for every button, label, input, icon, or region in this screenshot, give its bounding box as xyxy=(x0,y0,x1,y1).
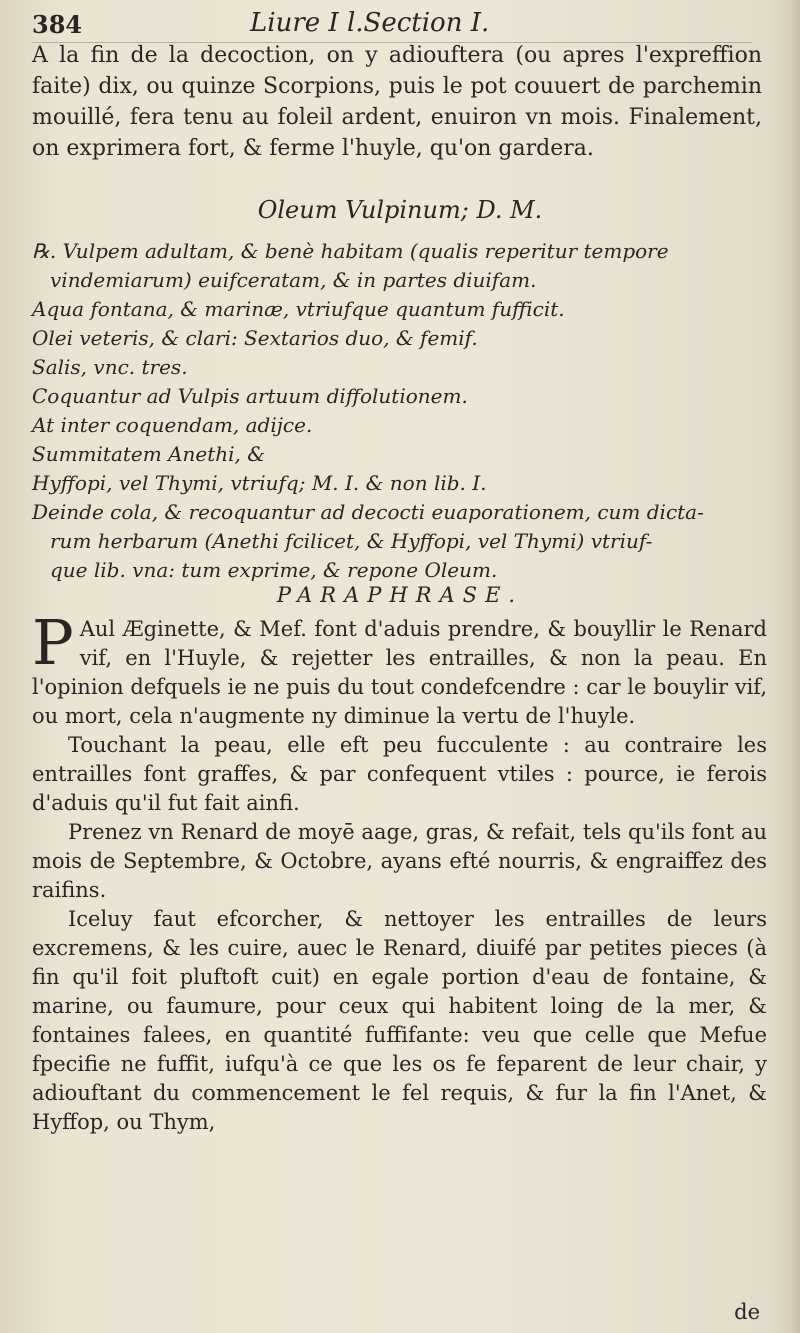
catchword: de xyxy=(734,1300,760,1324)
body-paragraph: Prenez vn Renard de moyē aage, gras, & refait, tels qu'ils font au mois de Septembre, & Octobre, ayans efté nourris, & engraiffez des raifins. xyxy=(32,820,767,902)
recipe-line: Summitatem Anethi, & xyxy=(32,442,266,466)
page-number: 384 xyxy=(32,10,83,39)
recipe-line: At inter coquendam, adijce. xyxy=(32,413,313,437)
recipe-line: ℞. Vulpem adultam, & benè habitam (qualis reperitur tempore xyxy=(32,239,669,263)
section-heading: PARAPHRASE. xyxy=(276,583,524,607)
recipe-line: Olei veteris, & clari: Sextarios duo, & femif. xyxy=(32,326,478,350)
recipe-block xyxy=(32,237,762,585)
recipe-line: que lib. vna: tum exprime, & repone Oleum. xyxy=(50,558,498,582)
body-paragraph: Touchant la peau, elle eft peu fucculente : au contraire les entrailles font graffes, & par confequent vtiles : pource, ie ferois d'aduis qu'il fut fait ainfi. xyxy=(32,733,767,815)
drop-cap: P xyxy=(32,606,74,679)
body-paragraph-text: Aul Æginette, & Mef. font d'aduis prendre, & bouyllir le Renard vif, en l'Huyle, & rejetter les entrailles, & non la peau. En l'opinion defquels ie ne puis du tout condefcendre : car le bouylir vif, ou mort, cela n'augmente ny diminue la vertu de l'huyle. xyxy=(32,617,767,728)
recipe-line: Coquantur ad Vulpis artuum diffolutionem. xyxy=(32,384,468,408)
recipe-line: Hyffopi, vel Thymi, vtriufq; M. I. & non lib. I. xyxy=(32,471,487,495)
intro-paragraph: A la fin de la decoction, on y adiouftera (ou apres l'expreffion faite) dix, ou quinze Scorpions, puis le pot couuert de parchemin mouillé, fera tenu au foleil ardent, enuiron vn mois. Finalement, on exprimera fort, & ferme l'huyle, qu'on gardera. xyxy=(32,43,762,161)
recipe-line: Aqua fontana, & marinæ, vtriufque quantum fufficit. xyxy=(32,297,565,321)
body-paragraph: Iceluy faut efcorcher, & nettoyer les entrailles de leurs excremens, & les cuire, auec le Renard, diuifé par petites pieces (à fin qu'il foit pluftoft cuit) en egale portion d'eau de fontaine, & marine, ou faumure, pour ceux qui habitent loing de la mer, & fontaines falees, en quantité fuffifante: veu que celle que Mefue fpecifie ne fuffit, iufqu'à ce que les os fe feparent de leur chair, y adiouftant du commencement le fel requis, & fur la fin l'Anet, & Hyffop, ou Thym, xyxy=(32,907,767,1134)
body-text xyxy=(32,606,767,1137)
running-head xyxy=(32,2,752,43)
recipe-line: Salis, vnc. tres. xyxy=(32,355,188,379)
recipe-title: Oleum Vulpinum; D. M. xyxy=(257,196,543,224)
recipe-line: rum herbarum (Anethi fcilicet, & Hyffopi, vel Thymi) vtriuf- xyxy=(50,529,653,553)
recipe-line: Deinde cola, & recoquantur ad decocti euaporationem, cum dicta- xyxy=(32,500,704,524)
recipe-line: vindemiarum) euifceratam, & in partes diuifam. xyxy=(50,268,537,292)
body-paragraph xyxy=(32,606,767,731)
running-title: Liure I l.Section I. xyxy=(250,8,490,38)
